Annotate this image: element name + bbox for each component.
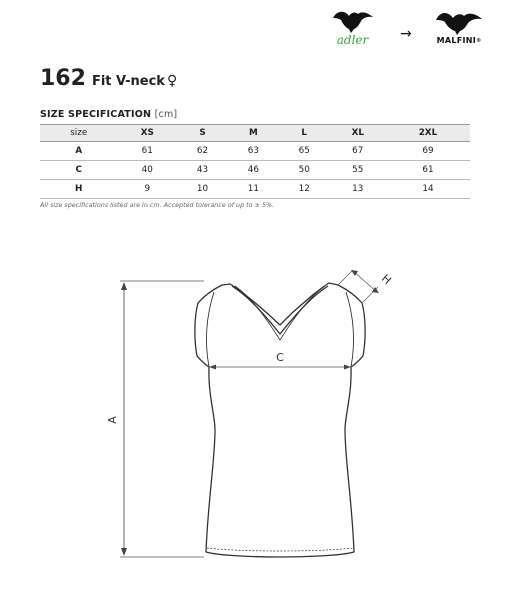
table-row [40, 142, 470, 161]
tshirt-outline [195, 283, 365, 557]
header-cell: size [40, 125, 117, 142]
header-cell: M [228, 125, 279, 142]
size-table-header [40, 125, 470, 142]
table-cell: 14 [386, 180, 470, 199]
row-label: C [40, 161, 117, 180]
dimension-a [106, 281, 204, 557]
product-model: Fit V-neck [91, 74, 165, 89]
row-label: A [40, 142, 117, 161]
label-h: H [378, 271, 394, 288]
row-label: H [40, 180, 117, 199]
header-cell: S [177, 125, 228, 142]
table-cell: 61 [386, 161, 470, 180]
adler-eagle-icon [331, 8, 375, 34]
header-cell: 2XL [386, 125, 470, 142]
garment-diagram [0, 255, 510, 600]
header-cell: XS [117, 125, 177, 142]
female-symbol-icon: ♀ [166, 73, 178, 89]
size-table [40, 124, 470, 199]
label-c: C [276, 351, 284, 364]
size-spec-unit: [cm] [154, 109, 178, 120]
table-cell: 40 [117, 161, 177, 180]
product-title [40, 66, 177, 91]
brand-logos [325, 8, 490, 56]
size-spec-title: SIZE SPECIFICATION [40, 109, 152, 120]
table-cell: 10 [177, 180, 228, 199]
table-cell: 65 [279, 142, 330, 161]
table-cell: 50 [279, 161, 330, 180]
table-cell: 11 [228, 180, 279, 199]
malfini-wordmark: MALFINI® [436, 36, 482, 45]
table-cell: 13 [330, 180, 386, 199]
table-cell: 63 [228, 142, 279, 161]
brand-arrow: → [400, 26, 412, 42]
table-cell: 62 [177, 142, 228, 161]
table-cell: 67 [330, 142, 386, 161]
header-cell: L [279, 125, 330, 142]
table-cell: 55 [330, 161, 386, 180]
table-row [40, 180, 470, 199]
table-cell: 61 [117, 142, 177, 161]
header-cell: XL [330, 125, 386, 142]
table-cell: 69 [386, 142, 470, 161]
product-code: 162 [40, 66, 86, 91]
table-cell: 46 [228, 161, 279, 180]
size-spec-heading [40, 109, 177, 120]
table-cell: 43 [177, 161, 228, 180]
table-cell: 9 [117, 180, 177, 199]
malfini-bird-icon [435, 8, 483, 36]
label-a: A [106, 416, 119, 424]
table-row [40, 161, 470, 180]
adler-logo [325, 8, 380, 46]
adler-wordmark: adler [336, 33, 369, 47]
table-cell: 12 [279, 180, 330, 199]
tolerance-note: All size specifications listed are in cm. Accepted tolerance of up to ± 5%. [40, 201, 275, 209]
malfini-logo [428, 8, 490, 46]
